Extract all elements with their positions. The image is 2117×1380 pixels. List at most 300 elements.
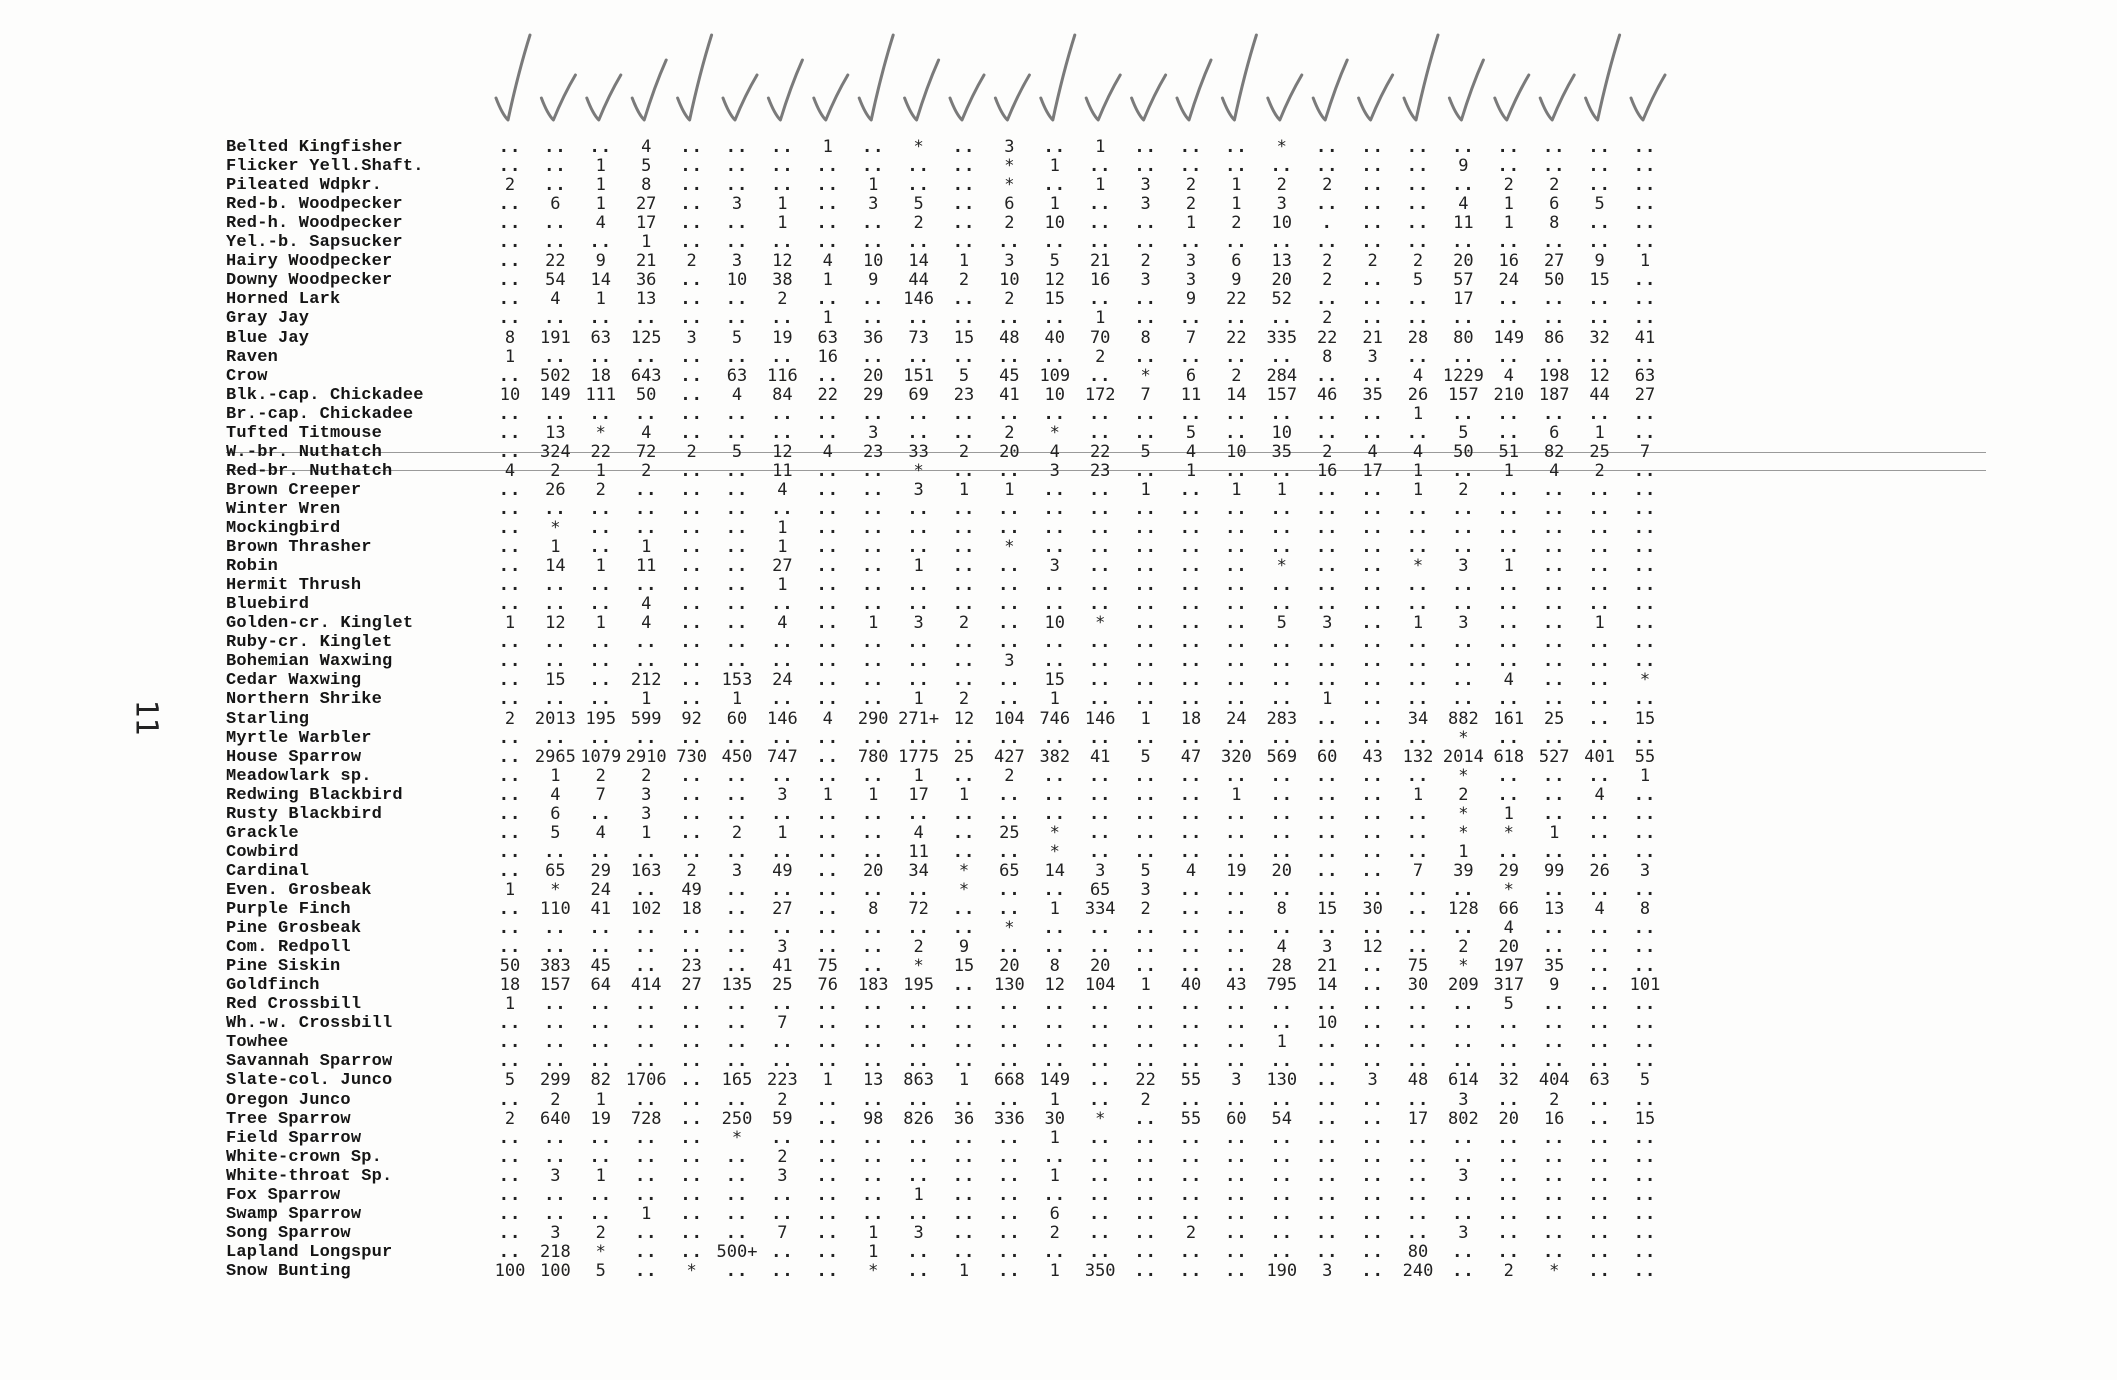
count-cell: .. (1361, 194, 1384, 215)
count-cell: .. (1179, 899, 1203, 919)
count-cell: 10 (1271, 422, 1293, 443)
count-cell: .. (816, 365, 840, 386)
count-cell: .. (498, 403, 522, 424)
count-cell: .. (544, 651, 567, 672)
count-cell: .. (861, 556, 885, 577)
count-cell: .. (1315, 632, 1339, 653)
count-cell: .. (1361, 308, 1384, 329)
count-cell: .. (1588, 156, 1611, 177)
count-cell: 35 (1543, 956, 1565, 977)
count-cell: 2 (1004, 765, 1015, 786)
count-cell: .. (1406, 346, 1430, 367)
count-cell: .. (1270, 498, 1294, 519)
count-cell: .. (544, 1203, 567, 1224)
count-cell: .. (1134, 213, 1157, 234)
species-name: Oregon Junco (226, 1090, 351, 1110)
count-cell: .. (861, 518, 885, 538)
check-mark (1586, 35, 1620, 120)
count-cell: .. (1497, 346, 1521, 367)
count-cell: .. (1088, 498, 1112, 519)
count-cell: .. (1361, 879, 1384, 900)
count-cell: 4 (1185, 441, 1197, 462)
count-cell: 26 (545, 479, 566, 500)
count-cell: .. (1542, 937, 1566, 958)
count-cell: 383 (540, 956, 571, 977)
count-cell: 1 (1049, 194, 1060, 215)
count-cell: * (1639, 670, 1651, 691)
count-cell: .. (1542, 918, 1566, 939)
count-cell: .. (589, 1184, 613, 1205)
count-cell: .. (1361, 1184, 1384, 1205)
count-cell: .. (771, 1127, 794, 1148)
species-name: Pine Grosbeak (226, 919, 362, 939)
count-cell: .. (816, 1260, 840, 1281)
count-cell: .. (1225, 460, 1248, 481)
count-cell: .. (1270, 518, 1294, 538)
count-cell: .. (1588, 232, 1611, 253)
count-cell: .. (1588, 651, 1611, 672)
check-mark (1222, 35, 1256, 120)
species-name: Blk.-cap. Chickadee (226, 385, 424, 405)
count-cell: .. (1588, 498, 1611, 519)
count-cell: 4 (777, 479, 788, 500)
count-cell: .. (1043, 1184, 1067, 1205)
count-cell: .. (1588, 1260, 1611, 1281)
count-cell: .. (1043, 994, 1067, 1015)
count-cell: .. (1225, 765, 1248, 786)
count-cell: .. (861, 137, 885, 157)
count-cell: .. (861, 841, 885, 862)
count-cell: .. (498, 899, 522, 919)
count-cell: .. (1043, 137, 1067, 157)
species-name: Horned Lark (226, 290, 341, 310)
count-cell: .. (1588, 1051, 1611, 1072)
count-cell: .. (725, 1013, 749, 1034)
count-cell: .. (1043, 403, 1067, 424)
count-cell: 290 (857, 708, 889, 729)
count-cell: .. (725, 613, 749, 634)
count-cell: 13 (862, 1070, 884, 1091)
count-cell: .. (1225, 518, 1248, 538)
count-cell: .. (1497, 422, 1521, 443)
count-cell: .. (1270, 1203, 1294, 1224)
count-cell: .. (1043, 479, 1067, 500)
count-cell: 109 (1039, 365, 1071, 386)
count-cell: 1 (1594, 422, 1605, 443)
count-cell: 334 (1084, 899, 1116, 919)
count-cell: 6 (1549, 194, 1560, 215)
count-cell: 13 (545, 422, 566, 443)
count-cell: 157 (540, 975, 571, 996)
count-cell: .. (1452, 175, 1475, 196)
count-cell: 104 (1084, 975, 1116, 996)
species-name: Robin (226, 557, 279, 577)
count-cell: 25 (1589, 441, 1610, 462)
count-cell: .. (1225, 879, 1248, 900)
count-cell: .. (1179, 956, 1203, 977)
count-cell: .. (1452, 1184, 1475, 1205)
count-cell: 195 (903, 975, 934, 996)
count-cell: .. (680, 994, 703, 1015)
count-cell: .. (1225, 651, 1248, 672)
count-cell: .. (1361, 765, 1384, 786)
count-cell: 5 (1412, 270, 1424, 291)
count-cell: .. (907, 803, 930, 824)
count-cell: .. (1134, 1260, 1157, 1281)
count-cell: 4 (1049, 441, 1060, 462)
count-cell: 187 (1538, 384, 1570, 405)
count-cell: .. (634, 498, 658, 519)
count-cell: .. (1088, 422, 1112, 443)
count-cell: 22 (590, 441, 612, 462)
count-cell: 14 (1316, 975, 1338, 996)
count-cell: 63 (1589, 1070, 1610, 1091)
count-cell: 22 (1316, 327, 1338, 348)
species-name: House Sparrow (226, 747, 362, 767)
count-cell: 223 (767, 1070, 798, 1091)
count-cell: 218 (540, 1241, 571, 1262)
count-cell: .. (1588, 346, 1611, 367)
count-cell: .. (1270, 156, 1294, 177)
check-mark (950, 75, 984, 120)
count-cell: .. (907, 156, 930, 177)
count-cell: 1 (1503, 213, 1514, 234)
count-cell: .. (544, 841, 567, 862)
count-cell: .. (1361, 708, 1384, 729)
count-cell: .. (1225, 137, 1248, 157)
count-cell: .. (725, 1051, 749, 1072)
count-cell: .. (861, 346, 885, 367)
count-cell: .. (1043, 594, 1067, 615)
count-cell: 24 (590, 879, 612, 900)
count-cell: .. (1452, 651, 1475, 672)
count-cell: 30 (1362, 899, 1383, 919)
species-name: Red Crossbill (226, 995, 362, 1015)
count-cell: .. (589, 994, 613, 1015)
count-cell: .. (771, 841, 794, 862)
count-cell: 240 (1402, 1260, 1434, 1281)
count-cell: .. (1633, 1241, 1657, 1262)
count-cell: .. (680, 479, 703, 500)
species-name: Hairy Woodpecker (226, 252, 393, 272)
count-cell: 4 (550, 784, 561, 805)
count-cell: .. (952, 632, 976, 653)
count-cell: 2 (1140, 251, 1151, 272)
count-cell: .. (816, 479, 840, 500)
count-cell: * (1458, 803, 1469, 824)
species-name: Crow (226, 366, 268, 386)
count-cell: .. (771, 346, 794, 367)
count-cell: .. (1361, 632, 1384, 653)
count-cell: .. (952, 1127, 976, 1148)
count-cell: 1 (1095, 308, 1106, 329)
count-cell: 29 (590, 860, 612, 881)
count-cell: .. (1588, 213, 1611, 234)
count-cell: 1 (777, 213, 788, 234)
count-cell: .. (634, 956, 658, 977)
count-cell: 1 (550, 765, 561, 786)
count-cell: .. (634, 1241, 658, 1262)
count-cell: .. (1088, 1165, 1112, 1186)
count-cell: 4 (822, 441, 833, 462)
count-cell: .. (680, 765, 703, 786)
count-cell: .. (1497, 1127, 1521, 1148)
count-cell: .. (816, 1032, 840, 1053)
count-cell: .. (680, 1184, 703, 1205)
count-cell: .. (1633, 594, 1657, 615)
count-cell: 4 (913, 822, 924, 843)
count-cell: 2 (1231, 213, 1242, 234)
count-cell: .. (907, 594, 930, 615)
count-cell: .. (861, 727, 885, 748)
count-cell: .. (1542, 632, 1566, 653)
count-cell: .. (952, 1146, 976, 1167)
count-cell: 10 (862, 251, 884, 272)
count-cell: .. (816, 422, 840, 443)
count-cell: 10 (1044, 384, 1066, 405)
count-cell: 2 (958, 613, 970, 634)
count-cell: .. (725, 422, 749, 443)
count-cell: .. (771, 689, 794, 710)
count-cell: .. (816, 879, 840, 900)
count-cell: 1 (1458, 841, 1469, 862)
count-cell: .. (1315, 518, 1339, 538)
count-cell: .. (1225, 803, 1248, 824)
count-cell: 46 (1316, 384, 1338, 405)
count-cell: 51 (1498, 441, 1520, 462)
count-cell: .. (1315, 1165, 1339, 1186)
count-cell: .. (1633, 727, 1657, 748)
count-cell: .. (998, 1203, 1021, 1224)
count-cell: * (595, 1241, 606, 1262)
count-cell: .. (1315, 1146, 1339, 1167)
count-cell: 50 (1543, 270, 1565, 291)
count-cell: .. (1588, 689, 1611, 710)
count-cell: .. (1542, 727, 1566, 748)
count-cell: .. (998, 1241, 1021, 1262)
count-cell: 8 (1276, 899, 1287, 919)
count-cell: 15 (953, 956, 975, 977)
count-cell: .. (1497, 1051, 1521, 1072)
count-cell: .. (907, 670, 930, 691)
count-cell: .. (816, 1051, 840, 1072)
count-cell: 3 (777, 937, 788, 958)
count-cell: * (595, 422, 606, 443)
count-cell: .. (498, 556, 522, 577)
count-cell: 2 (731, 822, 743, 843)
count-cell: .. (771, 803, 794, 824)
count-cell: .. (589, 308, 613, 329)
count-cell: .. (1361, 822, 1384, 843)
count-cell: .. (1134, 632, 1157, 653)
count-cell: .. (1406, 822, 1430, 843)
count-cell: .. (998, 1222, 1021, 1243)
count-cell: 157 (1266, 384, 1298, 405)
count-cell: .. (1542, 1051, 1566, 1072)
count-cell: .. (1588, 575, 1611, 596)
count-cell: .. (1225, 1260, 1248, 1281)
count-cell: 3 (1004, 137, 1015, 157)
count-cell: .. (680, 232, 703, 253)
count-cell: .. (861, 994, 885, 1015)
count-cell: .. (998, 1089, 1021, 1110)
count-cell: 3 (1049, 460, 1060, 481)
count-cell: .. (1225, 899, 1248, 919)
count-cell: .. (498, 575, 522, 596)
count-cell: 30 (1407, 975, 1429, 996)
count-cell: .. (861, 918, 885, 939)
count-cell: .. (634, 346, 658, 367)
count-cell: .. (680, 727, 703, 748)
count-cell: .. (589, 1032, 613, 1053)
count-cell: 11 (635, 556, 657, 577)
count-cell: .. (1633, 784, 1657, 805)
count-cell: * (550, 518, 561, 538)
count-cell: .. (1406, 1146, 1430, 1167)
count-cell: 29 (862, 384, 884, 405)
count-cell: 1 (822, 270, 833, 291)
count-cell: .. (498, 1089, 522, 1110)
count-cell: 2 (1458, 937, 1469, 958)
count-cell: .. (1452, 308, 1475, 329)
count-cell: 32 (1498, 1070, 1520, 1091)
count-cell: .. (680, 822, 703, 843)
count-cell: .. (1633, 575, 1657, 596)
count-cell: .. (1406, 727, 1430, 748)
count-cell: .. (907, 518, 930, 538)
count-cell: 3 (641, 803, 652, 824)
count-cell: .. (634, 575, 658, 596)
count-cell: .. (1406, 175, 1430, 196)
count-cell: * (1458, 822, 1469, 843)
count-cell: .. (1134, 518, 1157, 538)
count-cell: * (1049, 841, 1060, 862)
count-cell: .. (907, 1032, 930, 1053)
count-cell: 2 (1549, 1089, 1560, 1110)
count-cell: .. (998, 1165, 1021, 1186)
count-cell: .. (1542, 1165, 1566, 1186)
count-cell: 11 (1453, 213, 1474, 234)
count-cell: .. (725, 632, 749, 653)
check-mark (1041, 35, 1075, 120)
count-cell: .. (952, 899, 976, 919)
count-cell: .. (1542, 1241, 1566, 1262)
count-cell: .. (680, 937, 703, 958)
count-cell: .. (1633, 1013, 1657, 1034)
count-cell: 1 (641, 689, 652, 710)
count-cell: .. (498, 632, 522, 653)
count-cell: .. (1088, 537, 1112, 558)
count-cell: .. (816, 156, 840, 177)
count-cell: .. (498, 727, 522, 748)
count-cell: 1 (777, 194, 788, 215)
count-cell: 4 (595, 213, 606, 234)
count-cell: .. (1588, 822, 1611, 843)
count-cell: 3 (1140, 879, 1151, 900)
count-cell: .. (680, 403, 703, 424)
count-cell: .. (680, 1127, 703, 1148)
count-cell: 3 (686, 327, 697, 348)
count-cell: 212 (630, 670, 662, 691)
count-cell: 3 (1231, 1070, 1242, 1091)
count-cell: 1 (641, 1203, 652, 1224)
count-cell: .. (725, 765, 749, 786)
count-cell: .. (1361, 860, 1384, 881)
count-cell: .. (998, 1184, 1021, 1205)
count-cell: .. (1406, 537, 1430, 558)
count-cell: 22 (1135, 1070, 1156, 1091)
count-cell: .. (680, 1222, 703, 1243)
count-cell: .. (1225, 156, 1248, 177)
count-cell: 146 (767, 708, 798, 729)
count-cell: 15 (1044, 670, 1066, 691)
count-cell: .. (1542, 232, 1566, 253)
count-cell: 1 (1639, 251, 1651, 272)
count-cell: .. (1179, 1260, 1203, 1281)
count-cell: .. (1588, 994, 1611, 1015)
count-cell: .. (952, 1222, 976, 1243)
count-cell: .. (1361, 403, 1384, 424)
count-cell: 1 (1276, 1032, 1287, 1053)
count-cell: 26 (1407, 384, 1429, 405)
count-cell: .. (498, 594, 522, 615)
count-cell: .. (1406, 1013, 1430, 1034)
count-cell: .. (1225, 1089, 1248, 1110)
count-cell: 404 (1538, 1070, 1570, 1091)
count-cell: 157 (1448, 384, 1479, 405)
count-cell: 3 (731, 251, 743, 272)
count-cell: 3 (550, 1222, 561, 1243)
count-cell: 1 (1095, 137, 1106, 157)
count-cell: 863 (903, 1070, 934, 1091)
count-cell: .. (1315, 232, 1339, 253)
count-cell: 3 (1322, 613, 1333, 634)
count-cell: 8 (1322, 346, 1333, 367)
count-cell: .. (1225, 1127, 1248, 1148)
count-cell: .. (725, 1146, 749, 1167)
count-cell: .. (907, 727, 930, 748)
count-cell: .. (1134, 727, 1157, 748)
count-cell: 18 (1180, 708, 1202, 729)
count-cell: .. (1134, 803, 1157, 824)
count-cell: .. (1497, 156, 1521, 177)
count-cell: .. (816, 594, 840, 615)
count-cell: .. (1134, 613, 1157, 634)
count-cell: .. (1134, 937, 1157, 958)
count-cell: .. (861, 1146, 885, 1167)
count-cell: .. (1088, 365, 1112, 386)
count-cell: .. (1134, 1241, 1157, 1262)
count-cell: 21 (1089, 251, 1111, 272)
count-cell: .. (1633, 1032, 1657, 1053)
count-cell: .. (907, 1127, 930, 1148)
count-cell: 82 (590, 1070, 612, 1091)
count-cell: 4 (1458, 194, 1469, 215)
count-cell: .. (907, 651, 930, 672)
count-cell: .. (1043, 937, 1067, 958)
count-cell: 20 (862, 365, 884, 386)
count-cell: 4 (641, 137, 652, 157)
count-cell: 4 (822, 251, 833, 272)
count-cell: .. (1361, 479, 1384, 500)
count-cell: 4 (504, 460, 516, 481)
count-cell: .. (1225, 232, 1248, 253)
count-cell: .. (1315, 727, 1339, 748)
count-cell: 4 (777, 613, 788, 634)
count-cell: .. (998, 670, 1021, 691)
count-cell: .. (907, 632, 930, 653)
count-cell: .. (1270, 537, 1294, 558)
